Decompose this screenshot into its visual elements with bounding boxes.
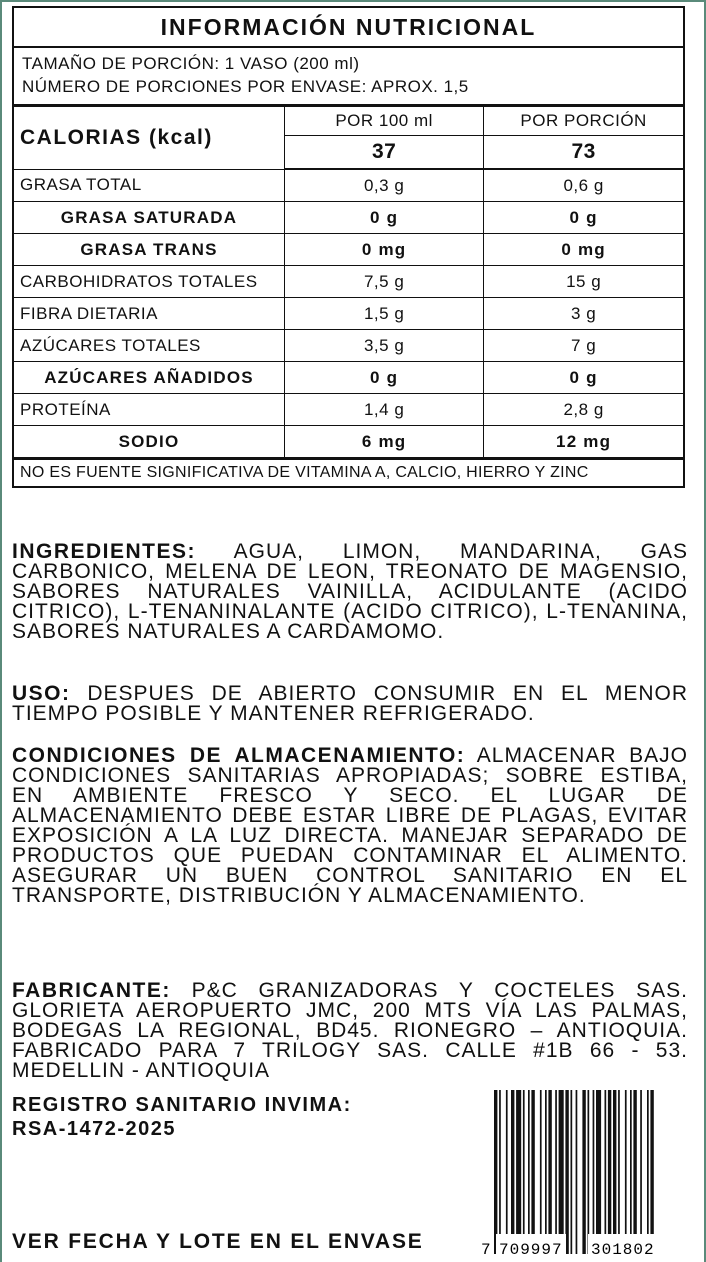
nutrient-row bbox=[14, 169, 683, 202]
nutrient-label: AZÚCARES AÑADIDOS bbox=[14, 362, 285, 394]
servings-per-container: NÚMERO DE PORCIONES POR ENVASE: APROX. 1,5 bbox=[22, 77, 469, 96]
nutrient-perserving: 2,8 g bbox=[484, 394, 683, 426]
nutrient-perserving: 0,6 g bbox=[484, 169, 683, 202]
column-header-per100: POR 100 ml bbox=[285, 107, 484, 136]
usage-label: USO: bbox=[12, 682, 71, 705]
ingredients-section bbox=[12, 542, 688, 642]
barcode-right-digits: 301802 bbox=[591, 1241, 655, 1258]
nutrient-perserving: 0 mg bbox=[484, 234, 683, 266]
nutrient-per100: 3,5 g bbox=[285, 330, 484, 362]
nutrient-label: GRASA TOTAL bbox=[14, 169, 285, 202]
nutrient-per100: 0,3 g bbox=[285, 169, 484, 202]
nutrient-row bbox=[14, 330, 683, 362]
usage-text: DESPUES DE ABIERTO CONSUMIR EN EL MENOR TIEMPO POSIBLE Y MANTENER REFRIGERADO. bbox=[12, 682, 688, 725]
nutrient-label: CARBOHIDRATOS TOTALES bbox=[14, 266, 285, 298]
registry-title: REGISTRO SANITARIO INVIMA: bbox=[12, 1094, 352, 1116]
nutrient-label: GRASA SATURADA bbox=[14, 202, 285, 234]
sanitary-registry bbox=[12, 1093, 352, 1141]
nutrient-row bbox=[14, 362, 683, 394]
serving-size: TAMAÑO DE PORCIÓN: 1 VASO (200 ml) bbox=[22, 54, 360, 73]
barcode-icon bbox=[476, 1088, 686, 1258]
storage-text: ALMACENAR BAJO CONDICIONES SANITARIAS APROPIADAS; SOBRE ESTIBA, EN AMBIENTE FRESCO Y SECO. EL LUGAR DE ALMACENAMIENTO DEBE ESTAR LIBRE DE PLAGAS, EVITAR EXPOSICIÓN A LA LUZ DIRECTA. MANEJAR SEPARADO DE PRODUCTOS QUE PUEDAN CONTAMINAR EL ALIMENTO. ASEGURAR UN BUEN CONTROL SANITARIO EN EL TRANSPORTE, DISTRIBUCIÓN Y ALMACENAMIENTO. bbox=[12, 744, 688, 907]
nutrient-per100: 0 mg bbox=[285, 234, 484, 266]
nutrient-perserving: 15 g bbox=[484, 266, 683, 298]
manufacturer-text: P&C GRANIZADORAS Y COCTELES SAS. GLORIETA AEROPUERTO JMC, 200 MTS VÍA LAS PALMAS, BODEGAS LA REGIONAL, BD45. RIONEGRO – ANTIOQUIA. FABRICADO PARA 7 TRILOGY SAS. CALLE #1B 66 - 53. MEDELLIN - ANTIOQUIA bbox=[12, 979, 688, 1082]
nutrient-perserving: 0 g bbox=[484, 362, 683, 394]
nutrition-title: INFORMACIÓN NUTRICIONAL bbox=[14, 8, 683, 48]
nutrient-label: SODIO bbox=[14, 426, 285, 459]
column-header-perserving: POR PORCIÓN bbox=[484, 107, 683, 136]
nutrient-row bbox=[14, 426, 683, 459]
nutrient-perserving: 0 g bbox=[484, 202, 683, 234]
nutrient-perserving: 7 g bbox=[484, 330, 683, 362]
nutrient-row bbox=[14, 202, 683, 234]
calories-perserving: 73 bbox=[484, 136, 683, 170]
nutrient-label: PROTEÍNA bbox=[14, 394, 285, 426]
nutrition-footnote: NO ES FUENTE SIGNIFICATIVA DE VITAMINA A, CALCIO, HIERRO Y ZINC bbox=[20, 464, 589, 481]
nutrient-per100: 6 mg bbox=[285, 426, 484, 459]
storage-label: CONDICIONES DE ALMACENAMIENTO: bbox=[12, 744, 466, 767]
nutrient-per100: 1,4 g bbox=[285, 394, 484, 426]
nutrient-perserving: 3 g bbox=[484, 298, 683, 330]
nutrient-row bbox=[14, 298, 683, 330]
manufacturer-label: FABRICANTE: bbox=[12, 979, 171, 1002]
nutrient-label: AZÚCARES TOTALES bbox=[14, 330, 285, 362]
usage-section bbox=[12, 684, 688, 724]
nutrient-per100: 7,5 g bbox=[285, 266, 484, 298]
ingredients-label: INGREDIENTES: bbox=[12, 540, 197, 563]
nutrition-facts-table bbox=[12, 6, 685, 488]
nutrient-per100: 1,5 g bbox=[285, 298, 484, 330]
manufacturer-section bbox=[12, 981, 688, 1081]
serving-info bbox=[14, 48, 683, 107]
nutrient-row bbox=[14, 394, 683, 426]
storage-section bbox=[12, 746, 688, 906]
nutrient-label: FIBRA DIETARIA bbox=[14, 298, 285, 330]
date-lot-notice: VER FECHA Y LOTE EN EL ENVASE bbox=[12, 1230, 424, 1253]
nutrient-label: GRASA TRANS bbox=[14, 234, 285, 266]
nutrient-table bbox=[14, 107, 683, 460]
nutrient-row bbox=[14, 234, 683, 266]
ingredients-text: AGUA, LIMON, MANDARINA, GAS CARBONICO, MELENA DE LEON, TREONATO DE MAGENSIO, SABORES NATURALES VAINILLA, ACIDULANTE (ACIDO CITRICO), L-TENANINALANTE (ACIDO CITRICO), L-TENANINA, SABORES NATURALES A CARDAMOMO. bbox=[12, 540, 688, 643]
barcode-lead-digit: 7 bbox=[481, 1241, 491, 1258]
registry-number: RSA-1472-2025 bbox=[12, 1118, 177, 1140]
nutrient-per100: 0 g bbox=[285, 362, 484, 394]
nutrient-per100: 0 g bbox=[285, 202, 484, 234]
nutrient-row bbox=[14, 266, 683, 298]
calories-label: CALORIAS (kcal) bbox=[14, 107, 285, 169]
calories-per100: 37 bbox=[285, 136, 484, 170]
barcode-left-digits: 709997 bbox=[499, 1241, 563, 1258]
nutrient-perserving: 12 mg bbox=[484, 426, 683, 459]
